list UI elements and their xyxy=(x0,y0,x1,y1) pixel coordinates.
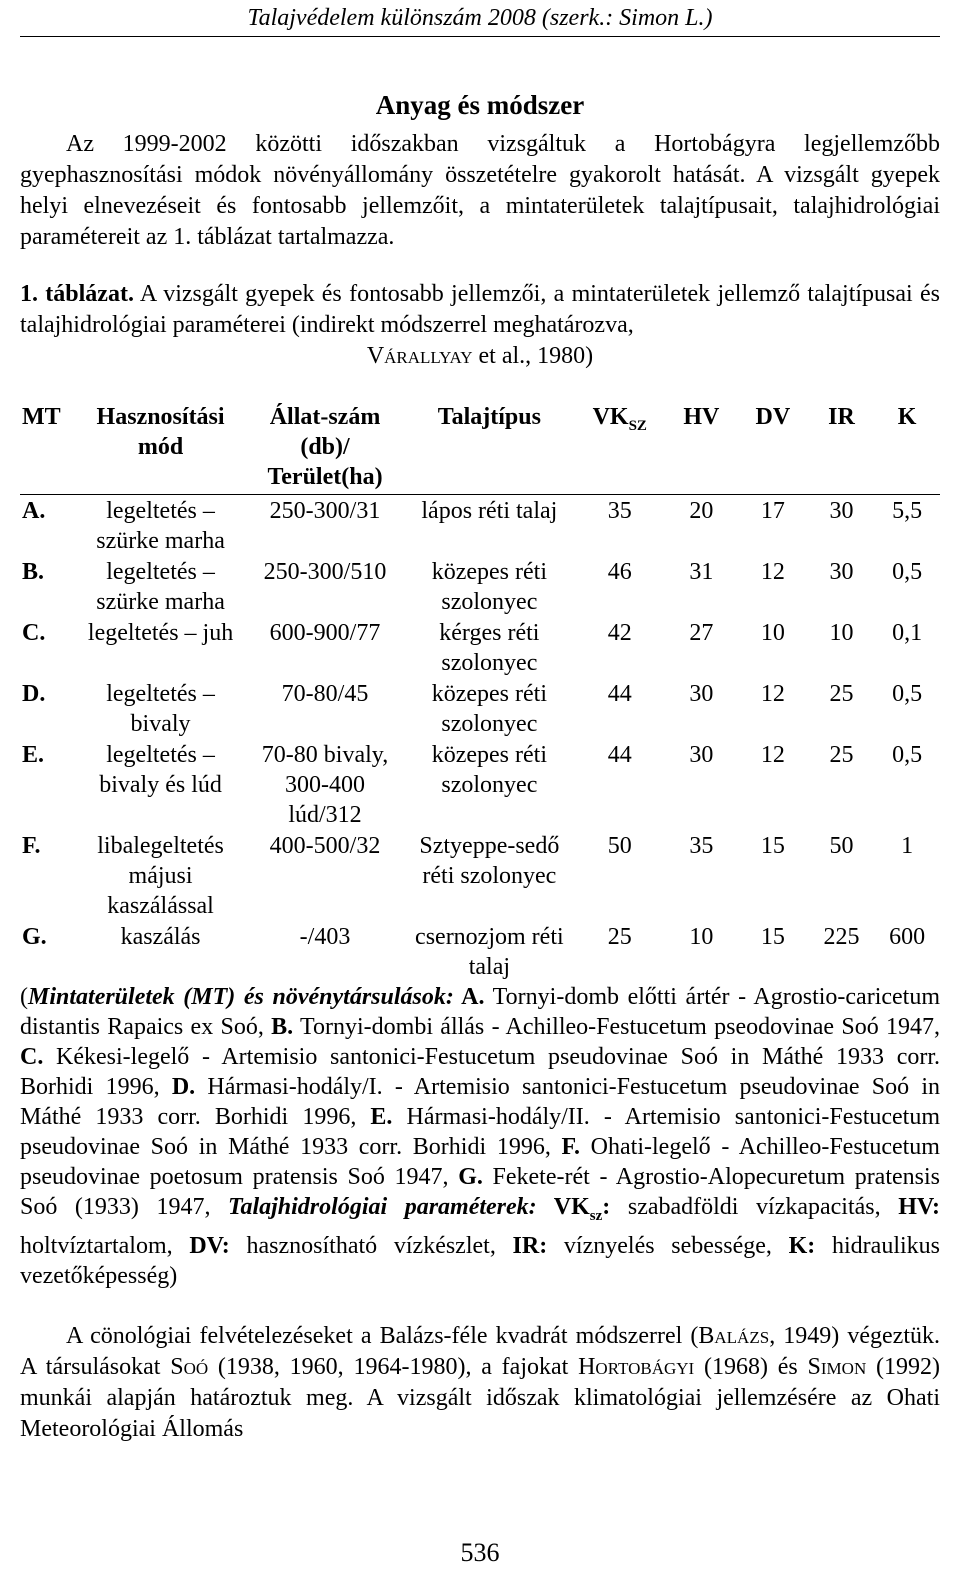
header-hv: HV xyxy=(683,404,720,430)
cell-stock: 70-80 bivaly, 300-400 lúd/312 xyxy=(261,742,389,828)
cell-soil: közepes réti szolonyec xyxy=(431,742,547,798)
cell-vk: 44 xyxy=(607,681,632,707)
header-mt: MT xyxy=(22,404,61,430)
table-row xyxy=(20,556,940,617)
section-title: Anyag és módszer xyxy=(375,90,585,120)
cell-soil: közepes réti szolonyec xyxy=(431,559,547,615)
table-row xyxy=(20,495,940,557)
cell-vk: 25 xyxy=(607,924,632,950)
table-caption xyxy=(20,279,940,372)
cell-stock: 400-500/32 xyxy=(269,833,381,859)
cell-hv: 27 xyxy=(689,620,714,646)
table-row xyxy=(20,739,940,830)
header-vk: $VK_{SZ}$ xyxy=(592,404,647,434)
cell-ir: 10 xyxy=(829,620,854,646)
cell-dv: 15 xyxy=(760,833,785,859)
cell-soil: közepes réti szolonyec xyxy=(431,681,547,737)
cell-k: 0,1 xyxy=(892,620,923,646)
cell-hv: 30 xyxy=(689,742,714,768)
intro-paragraph: Az 1999-2002 közötti időszakban vizsgáltuk a Hortobágyra legjellemzőbb gyephasznosítási módok növényállomány összetételre gyakorolt hatását. A vizsgált gyepek helyi elnevezéseit és fontosabb jellemzőit, a mintaterületek talajtípusait, talajhidrológiai paramétereit az 1. táblázat tartalmazza. xyxy=(20,131,940,250)
cell-k: 0,5 xyxy=(892,742,923,768)
cell-vk: 35 xyxy=(607,498,632,524)
cell-mt: E. xyxy=(22,742,45,768)
cell-vk: 44 xyxy=(607,742,632,768)
cell-k: 1 xyxy=(901,833,914,859)
cell-dv: 12 xyxy=(760,742,785,768)
body-paragraph: A cönológiai felvételezéseket a Balázs-féle kvadrát módszerrel (Balázs, 1949) végeztük. A társulásokat Soó (1938, 1960, 1964-1980), a fajokat Hortobágyi (1968) és Simon (1992) munkái alapján határoztuk meg. A vizsgált időszak klimatológiai jellemzésére az Ohati Meteorológiai Állomás xyxy=(20,1322,941,1442)
cell-ir: 225 xyxy=(823,924,860,950)
notes-mt-label: Mintaterületek (MT) és növénytársulások: xyxy=(28,984,454,1010)
cell-dv: 15 xyxy=(760,924,785,950)
cell-ir: 25 xyxy=(829,742,854,768)
cell-mt: F. xyxy=(22,833,41,859)
cell-ir: 25 xyxy=(829,681,854,707)
cell-dv: 10 xyxy=(760,620,785,646)
cell-k: 5,5 xyxy=(892,498,923,524)
header-k: K xyxy=(897,404,917,430)
cell-mt: A. xyxy=(22,498,46,524)
cell-stock: 600-900/77 xyxy=(269,620,381,646)
cell-dv: 12 xyxy=(760,681,785,707)
cell-mt: G. xyxy=(22,924,47,950)
page xyxy=(20,0,940,1445)
cell-k: 0,5 xyxy=(892,681,923,707)
cell-ir: 30 xyxy=(829,498,854,524)
cell-soil: csernozjom réti talaj xyxy=(415,924,564,980)
cell-soil: kérges réti szolonyec xyxy=(439,620,540,676)
cell-use: legeltetés – juh xyxy=(87,620,234,646)
cell-k: 600 xyxy=(889,924,926,950)
cell-use: libalegeltetés májusi kaszálással xyxy=(97,833,224,919)
notes-hydro-label: Talajhidrológiai paraméterek: xyxy=(228,1194,537,1220)
cell-hv: 35 xyxy=(689,833,714,859)
cell-use: legeltetés – bivaly és lúd xyxy=(99,742,222,798)
cell-use: legeltetés – szürke marha xyxy=(96,498,225,554)
cell-use: kaszálás xyxy=(120,924,201,950)
cell-stock: 250-300/510 xyxy=(263,559,387,585)
header-soil: Talajtípus xyxy=(437,404,541,430)
cell-hv: 31 xyxy=(689,559,714,585)
table-row xyxy=(20,830,940,921)
caption-citation xyxy=(20,341,940,372)
cell-dv: 12 xyxy=(760,559,785,585)
cell-ir: 50 xyxy=(829,833,854,859)
header-dv: DV xyxy=(755,404,791,430)
cell-hv: 30 xyxy=(689,681,714,707)
page-number: 536 xyxy=(460,1538,500,1567)
caption-label: 1. táblázat. xyxy=(20,281,134,307)
table-row xyxy=(20,678,940,739)
header-use: Hasznosítási mód xyxy=(96,404,225,460)
cell-stock: 250-300/31 xyxy=(269,498,381,524)
caption-text: A vizsgált gyepek és fontosabb jellemzői, a mintaterületek jellemző talajtípusai és talajhidrológiai paraméterei (indirekt módszerrel meghatározva, xyxy=(20,281,940,338)
cell-stock: -/403 xyxy=(299,924,351,950)
cell-vk: 42 xyxy=(607,620,632,646)
cell-soil: Sztyeppe-sedő réti szolonyec xyxy=(419,833,560,889)
cell-stock: 70-80/45 xyxy=(281,681,369,707)
cell-hv: 20 xyxy=(689,498,714,524)
caption-author: Várallyay xyxy=(366,343,473,369)
cell-use: legeltetés – szürke marha xyxy=(96,559,225,615)
cell-vk: 46 xyxy=(607,559,632,585)
cell-soil: lápos réti talaj xyxy=(421,498,558,524)
header-rule xyxy=(20,36,940,37)
running-header: Talajvédelem különszám 2008 (szerk.: Simon L.) xyxy=(247,5,713,31)
table-header-row xyxy=(20,402,940,495)
cell-ir: 30 xyxy=(829,559,854,585)
cell-mt: C. xyxy=(22,620,46,646)
header-stock: Állat-szám (db)/ Terület(ha) xyxy=(267,404,383,490)
table-notes: (Mintaterületek (MT) és növénytársulások: A. Tornyi-domb előtti ártér - Agrostio-caricetum distantis Rapaics ex Soó, B. Tornyi-dombi állás - Achilleo-Festucetum pseodovinae Soó 1947, C. Kékesi-legelő - Artemisio santonici-Festucetum pseudovinae Soó in Máthé 1933 corr. Borhidi 1996, D. Hármasi-hodály/I. - Artemisio santonici-Festucetum pseudovinae Soó in Máthé 1933 corr. Borhidi 1996, E. Hármasi-hodály/II. - Artemisio santonici-Festucetum pseudovinae Soó in Máthé 1933 corr. Borhidi 1996, F. Ohati-legelő - Achilleo-Festucetum pseudovinae poetosum pratensis Soó 1947, G. Fekete-rét - Agrostio-Alopecuretum pratensis Soó (1933) 1947, Talajhidrológiai paraméterek: $VK_{sz}$: szabadföldi vízkapacitás, HV: holtvíztartalom, DV: hasznosítható vízkészlet, IR: víznyelés sebessége, K: hidraulikus vezetőképesség) xyxy=(20,984,941,1289)
header-ir: IR xyxy=(828,404,855,430)
cell-mt: B. xyxy=(22,559,45,585)
caption-tail: et al., 1980) xyxy=(472,343,594,369)
table-row xyxy=(20,921,940,982)
cell-use: legeltetés – bivaly xyxy=(106,681,215,737)
cell-dv: 17 xyxy=(760,498,785,524)
table-row xyxy=(20,617,940,678)
cell-vk: 50 xyxy=(607,833,632,859)
cell-hv: 10 xyxy=(689,924,714,950)
data-table xyxy=(20,402,940,982)
cell-k: 0,5 xyxy=(892,559,923,585)
cell-mt: D. xyxy=(22,681,46,707)
